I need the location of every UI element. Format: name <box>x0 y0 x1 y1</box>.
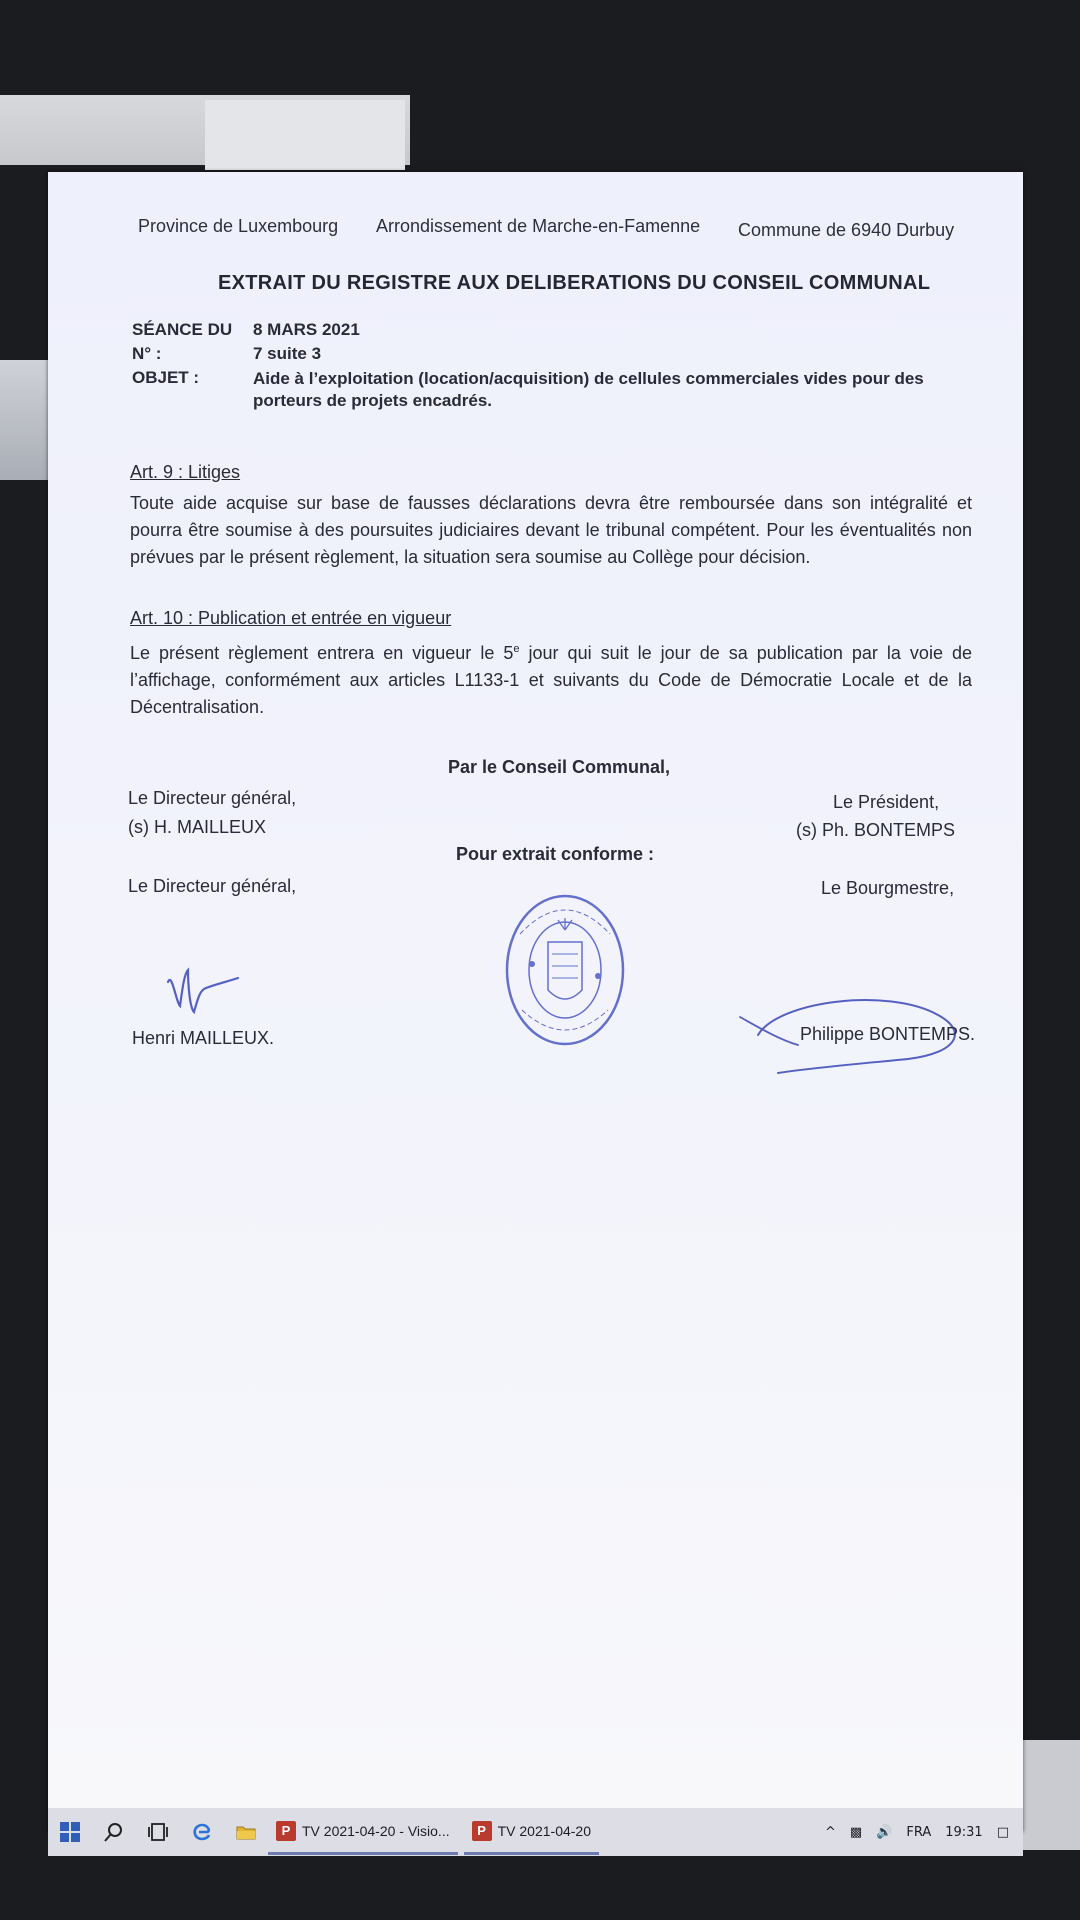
search-button[interactable] <box>92 1808 136 1856</box>
bourgmestre-label: Le Bourgmestre, <box>821 878 955 898</box>
edge-icon <box>191 1821 213 1843</box>
directeur-name-1: (s) H. MAILLEUX <box>128 817 267 837</box>
art10-superscript: e <box>513 643 520 655</box>
background-light-reflection-2 <box>205 100 405 170</box>
henri-mailleux: Henri MAILLEUX. <box>132 1028 275 1048</box>
display-screen <box>48 172 1023 1832</box>
art10-text-part2: jour qui suit le jour de sa publication par la voie de l’affichage, conformément aux articles L1133-1 et suivants du Code de Démocratie Locale et de la Décentralisation. <box>130 643 973 717</box>
numero-label: N° : <box>132 344 162 363</box>
battery-icon[interactable]: ▩ <box>849 1824 863 1840</box>
taskbar-app-visio-label: TV 2021-04-20 - Visio... <box>302 1822 450 1839</box>
powerpoint-icon: P <box>276 1821 296 1841</box>
taskbar-app-tv[interactable] <box>464 1809 599 1855</box>
official-seal <box>500 890 630 1050</box>
taskbar-app-visio[interactable] <box>268 1809 458 1855</box>
folder-icon <box>235 1821 257 1843</box>
document-title: EXTRAIT DU REGISTRE AUX DELIBERATIONS DU CONSEIL COMMUNAL <box>218 272 931 294</box>
task-view-button[interactable] <box>136 1808 180 1856</box>
objet-value: Aide à l’exploitation (location/acquisition) de cellules commerciales vides pour des porteurs de projets encadrés. <box>253 369 924 410</box>
art10-title: Art. 10 : Publication et entrée en vigueur <box>130 608 452 628</box>
windows-logo-icon <box>59 1821 81 1843</box>
signature-mailleux <box>160 962 250 1022</box>
input-language[interactable]: FRA <box>906 1824 932 1840</box>
start-button[interactable] <box>48 1808 92 1856</box>
par-le-conseil: Par le Conseil Communal, <box>448 757 671 777</box>
chevron-up-icon[interactable]: ^ <box>824 1824 836 1840</box>
seance-label: SÉANCE DU <box>132 320 233 339</box>
philippe-bontemps: Philippe BONTEMPS. <box>800 1024 976 1044</box>
art9-text: Toute aide acquise sur base de fausses déclarations devra être remboursée dans son intégralité et pourra être soumise à des poursuites judiciaires devant le tribunal compétent. Pour les éventualités non prévues par le présent règlement, la situation sera soumise au Collège pour décision. <box>130 493 972 567</box>
header-commune: Commune de 6940 Durbuy <box>738 220 955 240</box>
windows-taskbar <box>48 1808 1023 1856</box>
numero-value: 7 suite 3 <box>253 344 322 363</box>
art9-title: Art. 9 : Litiges <box>130 462 241 482</box>
art10-text-part1: Le présent règlement entrera en vigueur le 5 <box>130 643 514 663</box>
directeur-general-2: Le Directeur général, <box>128 876 297 896</box>
notification-icon[interactable]: □ <box>996 1824 1009 1840</box>
taskbar-app-tv-label: TV 2021-04-20 <box>497 1822 592 1839</box>
art10-text <box>130 636 972 721</box>
edge-browser-button[interactable] <box>180 1808 224 1856</box>
background-light-right <box>1020 1740 1080 1850</box>
president-label: Le Président, <box>833 792 940 812</box>
directeur-general-1: Le Directeur général, <box>128 788 297 808</box>
file-explorer-button[interactable] <box>224 1808 268 1856</box>
search-icon <box>103 1821 125 1843</box>
task-view-icon <box>147 1821 169 1843</box>
header-arrondissement: Arrondissement de Marche-en-Famenne <box>376 216 701 236</box>
seance-value: 8 MARS 2021 <box>253 320 360 339</box>
document-page <box>48 172 1023 1832</box>
clock[interactable]: 19:31 <box>945 1824 983 1840</box>
pour-extrait-conforme: Pour extrait conforme : <box>456 844 655 864</box>
powerpoint-icon-2: P <box>472 1821 492 1841</box>
system-tray <box>825 1825 1023 1840</box>
header-province: Province de Luxembourg <box>138 216 339 236</box>
volume-icon[interactable]: 🔊 <box>876 1824 893 1840</box>
objet-label: OBJET : <box>132 368 200 387</box>
president-name: (s) Ph. BONTEMPS <box>796 820 956 840</box>
